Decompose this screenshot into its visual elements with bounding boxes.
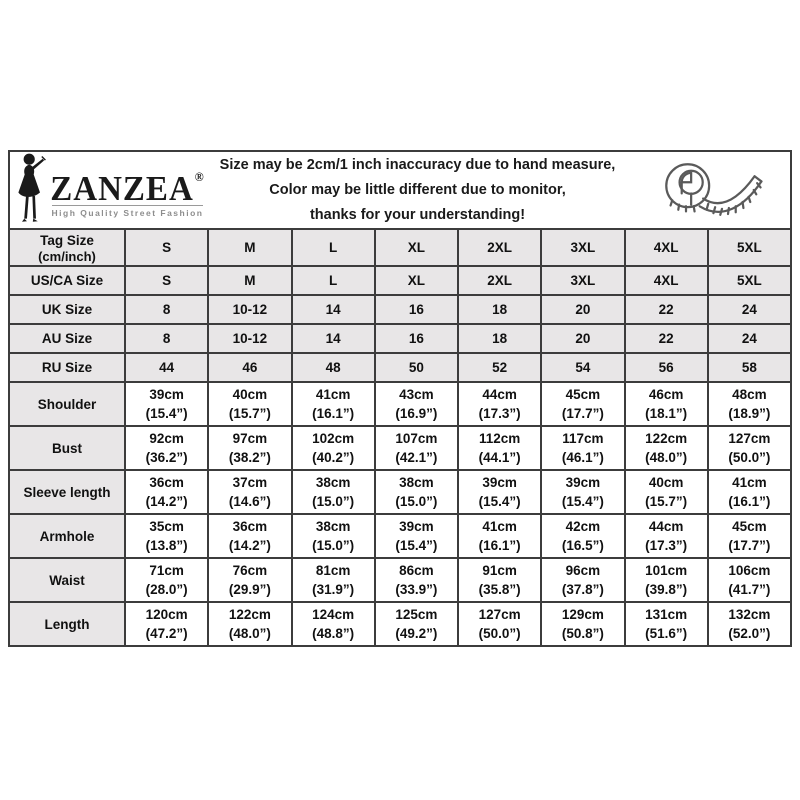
row-label: Waist xyxy=(9,558,125,602)
measure-cell: 41cm (16.1”) xyxy=(458,514,541,558)
size-cell: 3XL xyxy=(541,229,624,266)
measure-cell: 37cm (14.6”) xyxy=(208,470,291,514)
size-table xyxy=(8,228,792,647)
size-cell: M xyxy=(208,229,291,266)
measure-cell: 39cm (15.4”) xyxy=(375,514,458,558)
table-row-au-size xyxy=(9,324,791,353)
size-cell: 56 xyxy=(625,353,708,382)
measure-cell: 96cm (37.8”) xyxy=(541,558,624,602)
size-cell: 10-12 xyxy=(208,324,291,353)
size-cell: 22 xyxy=(625,295,708,324)
measure-cell: 41cm (16.1”) xyxy=(708,470,791,514)
measuring-tape-icon xyxy=(630,154,790,226)
measure-cell: 122cm (48.0”) xyxy=(208,602,291,646)
measure-cell: 120cm (47.2”) xyxy=(125,602,208,646)
size-chart xyxy=(8,150,792,647)
measure-cell: 124cm (48.8”) xyxy=(292,602,375,646)
measure-cell: 45cm (17.7”) xyxy=(541,382,624,426)
size-cell: 14 xyxy=(292,295,375,324)
measure-cell: 43cm (16.9”) xyxy=(375,382,458,426)
measure-cell: 112cm (44.1”) xyxy=(458,426,541,470)
measure-cell: 39cm (15.4”) xyxy=(125,382,208,426)
measure-cell: 132cm (52.0”) xyxy=(708,602,791,646)
row-label: Shoulder xyxy=(9,382,125,426)
table-row-length xyxy=(9,602,791,646)
measure-cell: 92cm (36.2”) xyxy=(125,426,208,470)
size-cell: 18 xyxy=(458,324,541,353)
size-cell: S xyxy=(125,266,208,295)
measure-cell: 39cm (15.4”) xyxy=(541,470,624,514)
size-cell: M xyxy=(208,266,291,295)
measure-cell: 97cm (38.2”) xyxy=(208,426,291,470)
size-cell: L xyxy=(292,266,375,295)
measure-cell: 35cm (13.8”) xyxy=(125,514,208,558)
size-cell: 22 xyxy=(625,324,708,353)
table-row-sleeve-length xyxy=(9,470,791,514)
measure-cell: 36cm (14.2”) xyxy=(125,470,208,514)
table-row-usca-size xyxy=(9,266,791,295)
measure-cell: 117cm (46.1”) xyxy=(541,426,624,470)
size-cell: 24 xyxy=(708,295,791,324)
row-label: Tag Size (cm/inch) xyxy=(9,229,125,266)
size-cell: 8 xyxy=(125,324,208,353)
table-row-tag-size xyxy=(9,229,791,266)
measure-cell: 127cm (50.0”) xyxy=(458,602,541,646)
disclaimer-line-3: thanks for your understanding! xyxy=(309,206,526,223)
table-row-armhole xyxy=(9,514,791,558)
registered-mark: ® xyxy=(194,169,205,185)
table-row-ru-size xyxy=(9,353,791,382)
measure-cell: 38cm (15.0”) xyxy=(375,470,458,514)
chart-header xyxy=(8,150,792,228)
measure-cell: 42cm (16.5”) xyxy=(541,514,624,558)
row-label: Length xyxy=(9,602,125,646)
size-cell: 18 xyxy=(458,295,541,324)
measure-cell: 36cm (14.2”) xyxy=(208,514,291,558)
logo-text xyxy=(50,162,205,218)
size-cell: 58 xyxy=(708,353,791,382)
size-cell: 5XL xyxy=(708,229,791,266)
size-cell: 14 xyxy=(292,324,375,353)
disclaimer-line-2: Color may be little different due to monitor, xyxy=(269,181,566,198)
measure-cell: 76cm (29.9”) xyxy=(208,558,291,602)
measure-cell: 125cm (49.2”) xyxy=(375,602,458,646)
size-cell: 5XL xyxy=(708,266,791,295)
size-cell: 3XL xyxy=(541,266,624,295)
measure-cell: 91cm (35.8”) xyxy=(458,558,541,602)
measure-cell: 122cm (48.0”) xyxy=(625,426,708,470)
measure-cell: 102cm (40.2”) xyxy=(292,426,375,470)
brand-name: ZANZEA® xyxy=(50,169,205,209)
brand-logo xyxy=(10,152,205,229)
measure-cell: 106cm (41.7”) xyxy=(708,558,791,602)
measure-cell: 40cm (15.7”) xyxy=(625,470,708,514)
measure-cell: 46cm (18.1”) xyxy=(625,382,708,426)
measure-cell: 45cm (17.7”) xyxy=(708,514,791,558)
woman-silhouette-icon xyxy=(14,152,48,229)
size-cell: 10-12 xyxy=(208,295,291,324)
measure-cell: 81cm (31.9”) xyxy=(292,558,375,602)
row-label: Armhole xyxy=(9,514,125,558)
row-label: AU Size xyxy=(9,324,125,353)
row-label: US/CA Size xyxy=(9,266,125,295)
size-cell: 4XL xyxy=(625,266,708,295)
measure-cell: 38cm (15.0”) xyxy=(292,470,375,514)
size-cell: 48 xyxy=(292,353,375,382)
size-cell: 16 xyxy=(375,295,458,324)
measure-cell: 40cm (15.7”) xyxy=(208,382,291,426)
size-cell: S xyxy=(125,229,208,266)
disclaimer-line-1: Size may be 2cm/1 inch inaccuracy due to hand measure, xyxy=(219,156,616,173)
brand-tagline: High Quality Street Fashion xyxy=(52,205,204,218)
table-row-bust xyxy=(9,426,791,470)
size-cell: 8 xyxy=(125,295,208,324)
size-cell: 4XL xyxy=(625,229,708,266)
measure-cell: 48cm (18.9”) xyxy=(708,382,791,426)
measure-cell: 44cm (17.3”) xyxy=(458,382,541,426)
measure-cell: 101cm (39.8”) xyxy=(625,558,708,602)
size-cell: 20 xyxy=(541,295,624,324)
measure-cell: 39cm (15.4”) xyxy=(458,470,541,514)
size-cell: 20 xyxy=(541,324,624,353)
size-cell: 46 xyxy=(208,353,291,382)
measure-cell: 127cm (50.0”) xyxy=(708,426,791,470)
row-label: Sleeve length xyxy=(9,470,125,514)
measure-cell: 107cm (42.1”) xyxy=(375,426,458,470)
row-label: Bust xyxy=(9,426,125,470)
disclaimer-text xyxy=(205,153,630,228)
row-label: UK Size xyxy=(9,295,125,324)
size-cell: 54 xyxy=(541,353,624,382)
size-cell: L xyxy=(292,229,375,266)
table-row-waist xyxy=(9,558,791,602)
size-cell: XL xyxy=(375,266,458,295)
size-cell: 16 xyxy=(375,324,458,353)
table-row-uk-size xyxy=(9,295,791,324)
measure-cell: 38cm (15.0”) xyxy=(292,514,375,558)
size-cell: 50 xyxy=(375,353,458,382)
measure-cell: 86cm (33.9”) xyxy=(375,558,458,602)
measure-cell: 71cm (28.0”) xyxy=(125,558,208,602)
size-cell: 2XL xyxy=(458,266,541,295)
size-cell: 52 xyxy=(458,353,541,382)
size-cell: 24 xyxy=(708,324,791,353)
table-row-shoulder xyxy=(9,382,791,426)
measure-cell: 44cm (17.3”) xyxy=(625,514,708,558)
measure-cell: 129cm (50.8”) xyxy=(541,602,624,646)
measure-cell: 41cm (16.1”) xyxy=(292,382,375,426)
size-cell: XL xyxy=(375,229,458,266)
row-label: RU Size xyxy=(9,353,125,382)
size-cell: 2XL xyxy=(458,229,541,266)
measure-cell: 131cm (51.6”) xyxy=(625,602,708,646)
size-cell: 44 xyxy=(125,353,208,382)
